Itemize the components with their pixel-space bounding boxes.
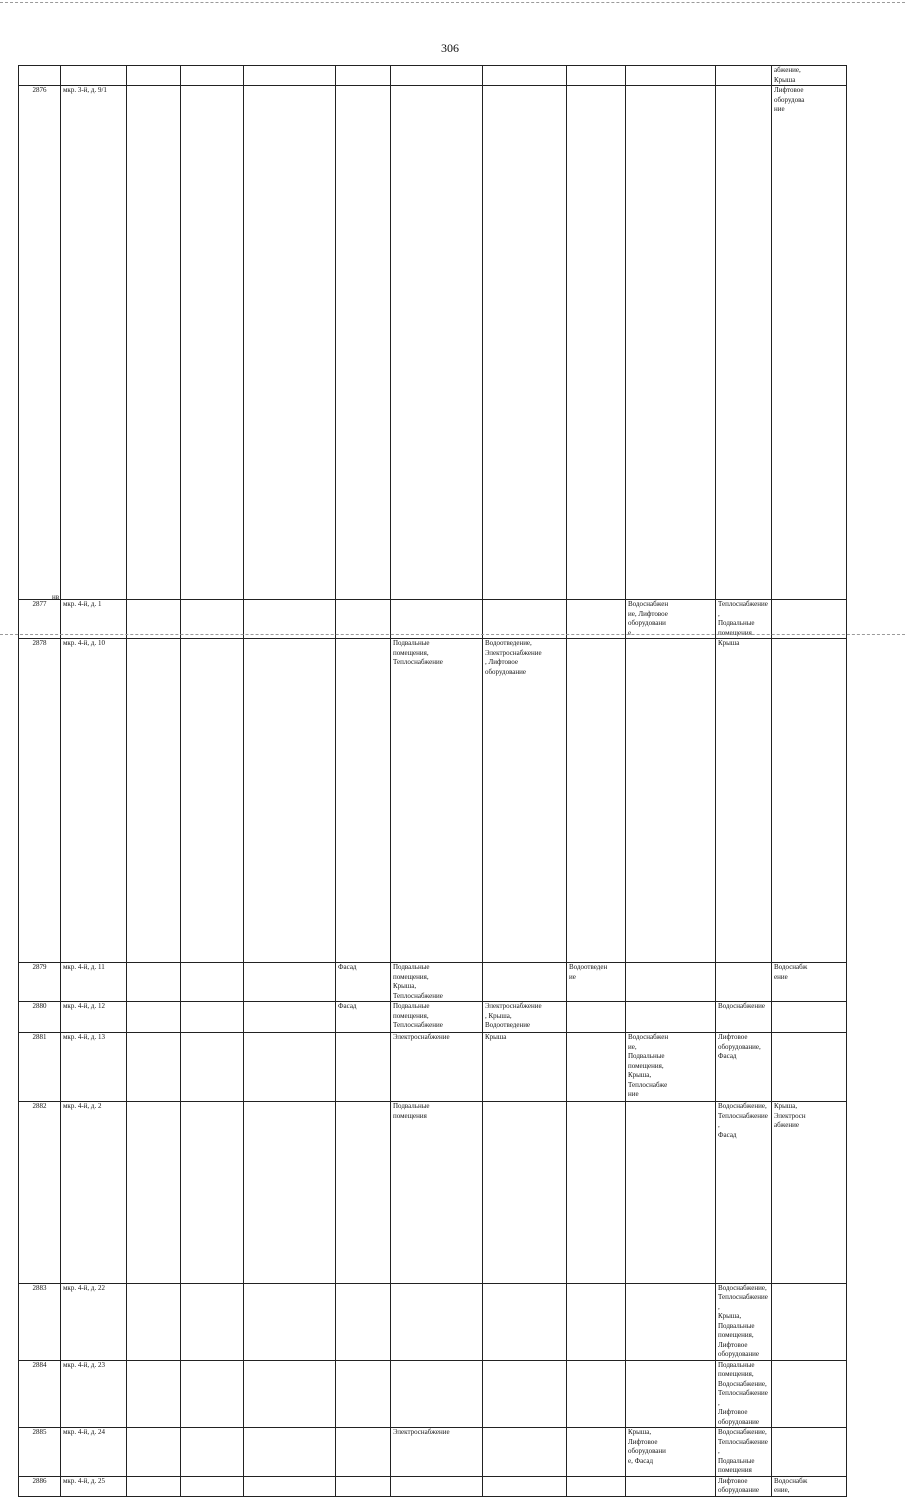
work-type-cell [716,86,772,600]
work-type-cell [127,86,181,600]
address-cell [61,66,127,86]
work-type-cell: Электроснабжение , Крыша, Водоотведение [483,1002,567,1033]
row-number-cell: 2883 [19,1283,61,1360]
work-type-cell [483,1428,567,1477]
work-type-cell [336,600,391,639]
scan-edge-top [0,2,905,3]
work-type-cell [244,1033,336,1102]
row-number-cell: 2885 [19,1428,61,1477]
work-type-cell [181,1033,244,1102]
work-type-cell [181,600,244,639]
address-cell: мкр. 4-й, д. 11 [61,963,127,1002]
work-type-cell [181,1428,244,1477]
row-number-cell: 2881 [19,1033,61,1102]
work-type-cell [567,1033,626,1102]
work-type-cell [181,1102,244,1284]
address-cell: мкр. 4-й, д. 22 [61,1283,127,1360]
work-type-cell [244,1283,336,1360]
work-type-cell: Крыша [716,639,772,963]
work-type-cell [336,1360,391,1428]
table-row [19,1033,847,1102]
work-type-cell [626,639,716,963]
work-type-cell: абжение, Крыша [772,66,847,86]
table-row [19,1102,847,1284]
work-type-cell [127,963,181,1002]
work-type-cell [127,1283,181,1360]
work-type-cell: Подвальные помещения, Теплоснабжение [391,1002,483,1033]
repair-schedule-table [18,65,847,1497]
work-type-cell [626,86,716,600]
work-type-cell [244,1360,336,1428]
table-row [19,1002,847,1033]
work-type-cell [483,1360,567,1428]
work-type-cell [567,600,626,639]
work-type-cell: Подвальные помещения, Теплоснабжение [391,639,483,963]
work-type-cell: Водоотведение, Электроснабжение , Лифтовое оборудование [483,639,567,963]
work-type-cell [772,1428,847,1477]
work-type-cell [127,66,181,86]
page-number: 306 [441,41,459,55]
work-type-cell: Водоотведен ие [567,963,626,1002]
work-type-cell [483,963,567,1002]
work-type-cell [567,66,626,86]
work-type-cell [391,1283,483,1360]
table-row [19,963,847,1002]
work-type-cell [127,639,181,963]
work-type-cell [567,1360,626,1428]
row-number-cell: 2878 [19,639,61,963]
table-row [19,1283,847,1360]
work-type-cell [626,963,716,1002]
work-type-cell [567,1002,626,1033]
work-type-cell [244,86,336,600]
work-type-cell [567,1428,626,1477]
work-type-cell [336,639,391,963]
work-type-cell: Водоснабжение, Теплоснабжение, Крыша, Подвальные помещения, Лифтовое оборудование [716,1283,772,1360]
work-type-cell [181,1283,244,1360]
work-type-cell [127,1476,181,1496]
table-row [19,1428,847,1477]
work-type-cell: Водоснабжение, Теплоснабжение, Подвальные помещения [716,1428,772,1477]
address-cell: мкр. 4-й, д. 12 [61,1002,127,1033]
footer-mark: нв [52,593,60,601]
work-type-cell: Подвальные помещения, Водоснабжение, Теплоснабжение, Лифтовое оборудование [716,1360,772,1428]
scan-edge-bottom [0,634,905,635]
row-number-cell: 2879 [19,963,61,1002]
address-cell: мкр. 4-й, д. 23 [61,1360,127,1428]
work-type-cell [181,86,244,600]
work-type-cell [567,1102,626,1284]
work-type-cell [391,86,483,600]
work-type-cell [626,1102,716,1284]
work-type-cell [391,600,483,639]
work-type-cell [336,1283,391,1360]
work-type-cell [772,1360,847,1428]
table-row [19,1360,847,1428]
address-cell: мкр. 4-й, д. 13 [61,1033,127,1102]
work-type-cell: Фасад [336,1002,391,1033]
work-type-cell: Электроснабжение [391,1033,483,1102]
address-cell: мкр. 4-й, д. 24 [61,1428,127,1477]
work-type-cell: Крыша [483,1033,567,1102]
work-type-cell [567,1476,626,1496]
work-type-cell [336,1102,391,1284]
row-number-cell: 2882 [19,1102,61,1284]
work-type-cell [127,1102,181,1284]
row-number-cell [19,66,61,86]
work-type-cell [626,1002,716,1033]
work-type-cell [716,66,772,86]
work-type-cell [336,66,391,86]
work-type-cell: Лифтовое оборудова ние [772,86,847,600]
work-type-cell [772,639,847,963]
work-type-cell [626,1360,716,1428]
work-type-cell [181,1360,244,1428]
work-type-cell [567,639,626,963]
work-type-cell: Подвальные помещения, Крыша, Теплоснабжение [391,963,483,1002]
work-type-cell [391,1360,483,1428]
work-type-cell [244,639,336,963]
work-type-cell [567,1283,626,1360]
work-type-cell [772,1033,847,1102]
row-number-cell: 2880 [19,1002,61,1033]
row-number-cell: 2876 [19,86,61,600]
work-type-cell [127,1033,181,1102]
work-type-cell [772,600,847,639]
work-type-cell [127,600,181,639]
table-row [19,66,847,86]
work-type-cell [483,1283,567,1360]
work-type-cell [483,1102,567,1284]
work-type-cell [181,963,244,1002]
work-type-cell: Водоснабжение, Теплоснабжение, Фасад [716,1102,772,1284]
work-type-cell [244,963,336,1002]
table-row [19,86,847,600]
work-type-cell [244,600,336,639]
row-number-cell: 2886 [19,1476,61,1496]
work-type-cell [127,1428,181,1477]
work-type-cell [626,66,716,86]
work-type-cell: Водоснабжен ие, Лифтовое оборудовани е [626,600,716,639]
table-row [19,600,847,639]
work-type-cell [244,1102,336,1284]
work-type-cell [483,600,567,639]
work-type-cell [181,66,244,86]
work-type-cell [567,86,626,600]
work-type-cell [626,1476,716,1496]
work-type-cell [483,86,567,600]
work-type-cell: Лифтовое оборудование, Фасад [716,1033,772,1102]
address-cell: мкр. 4-й, д. 1 [61,600,127,639]
row-number-cell: 2884 [19,1360,61,1428]
work-type-cell [772,1002,847,1033]
work-type-cell [336,1428,391,1477]
work-type-cell: Электроснабжение [391,1428,483,1477]
work-type-cell [181,639,244,963]
work-type-cell [127,1002,181,1033]
work-type-cell [181,1476,244,1496]
work-type-cell: Лифтовое оборудование [716,1476,772,1496]
work-type-cell: Теплоснабжение, Подвальные помещения [716,600,772,639]
work-type-cell [716,963,772,1002]
work-type-cell: Водоснабж ение [772,963,847,1002]
work-type-cell [244,1476,336,1496]
table-row [19,1476,847,1496]
work-type-cell [772,1283,847,1360]
work-type-cell [244,66,336,86]
work-type-cell [626,1283,716,1360]
work-type-cell: Фасад [336,963,391,1002]
work-type-cell: Крыша, Электросн абжение [772,1102,847,1284]
work-type-cell [336,86,391,600]
work-type-cell [244,1002,336,1033]
work-type-cell [181,1002,244,1033]
address-cell: мкр. 3-й, д. 9/1 [61,86,127,600]
work-type-cell: Водоснабжение [716,1002,772,1033]
address-cell: мкр. 4-й, д. 10 [61,639,127,963]
work-type-cell: Крыша, Лифтовое оборудовани е, Фасад [626,1428,716,1477]
work-type-cell: Водоснабжен ие, Подвальные помещения, Крыша, Теплоснабже ние [626,1033,716,1102]
address-cell: мкр. 4-й, д. 25 [61,1476,127,1496]
row-number-cell: 2877 [19,600,61,639]
work-type-cell [483,1476,567,1496]
work-type-cell [127,1360,181,1428]
work-type-cell [483,66,567,86]
work-type-cell: Подвальные помещения [391,1102,483,1284]
work-type-cell [336,1476,391,1496]
work-type-cell [244,1428,336,1477]
address-cell: мкр. 4-й, д. 2 [61,1102,127,1284]
work-type-cell [336,1033,391,1102]
work-type-cell [391,66,483,86]
table-row [19,639,847,963]
work-type-cell [391,1476,483,1496]
work-type-cell: Водоснабж ение, [772,1476,847,1496]
